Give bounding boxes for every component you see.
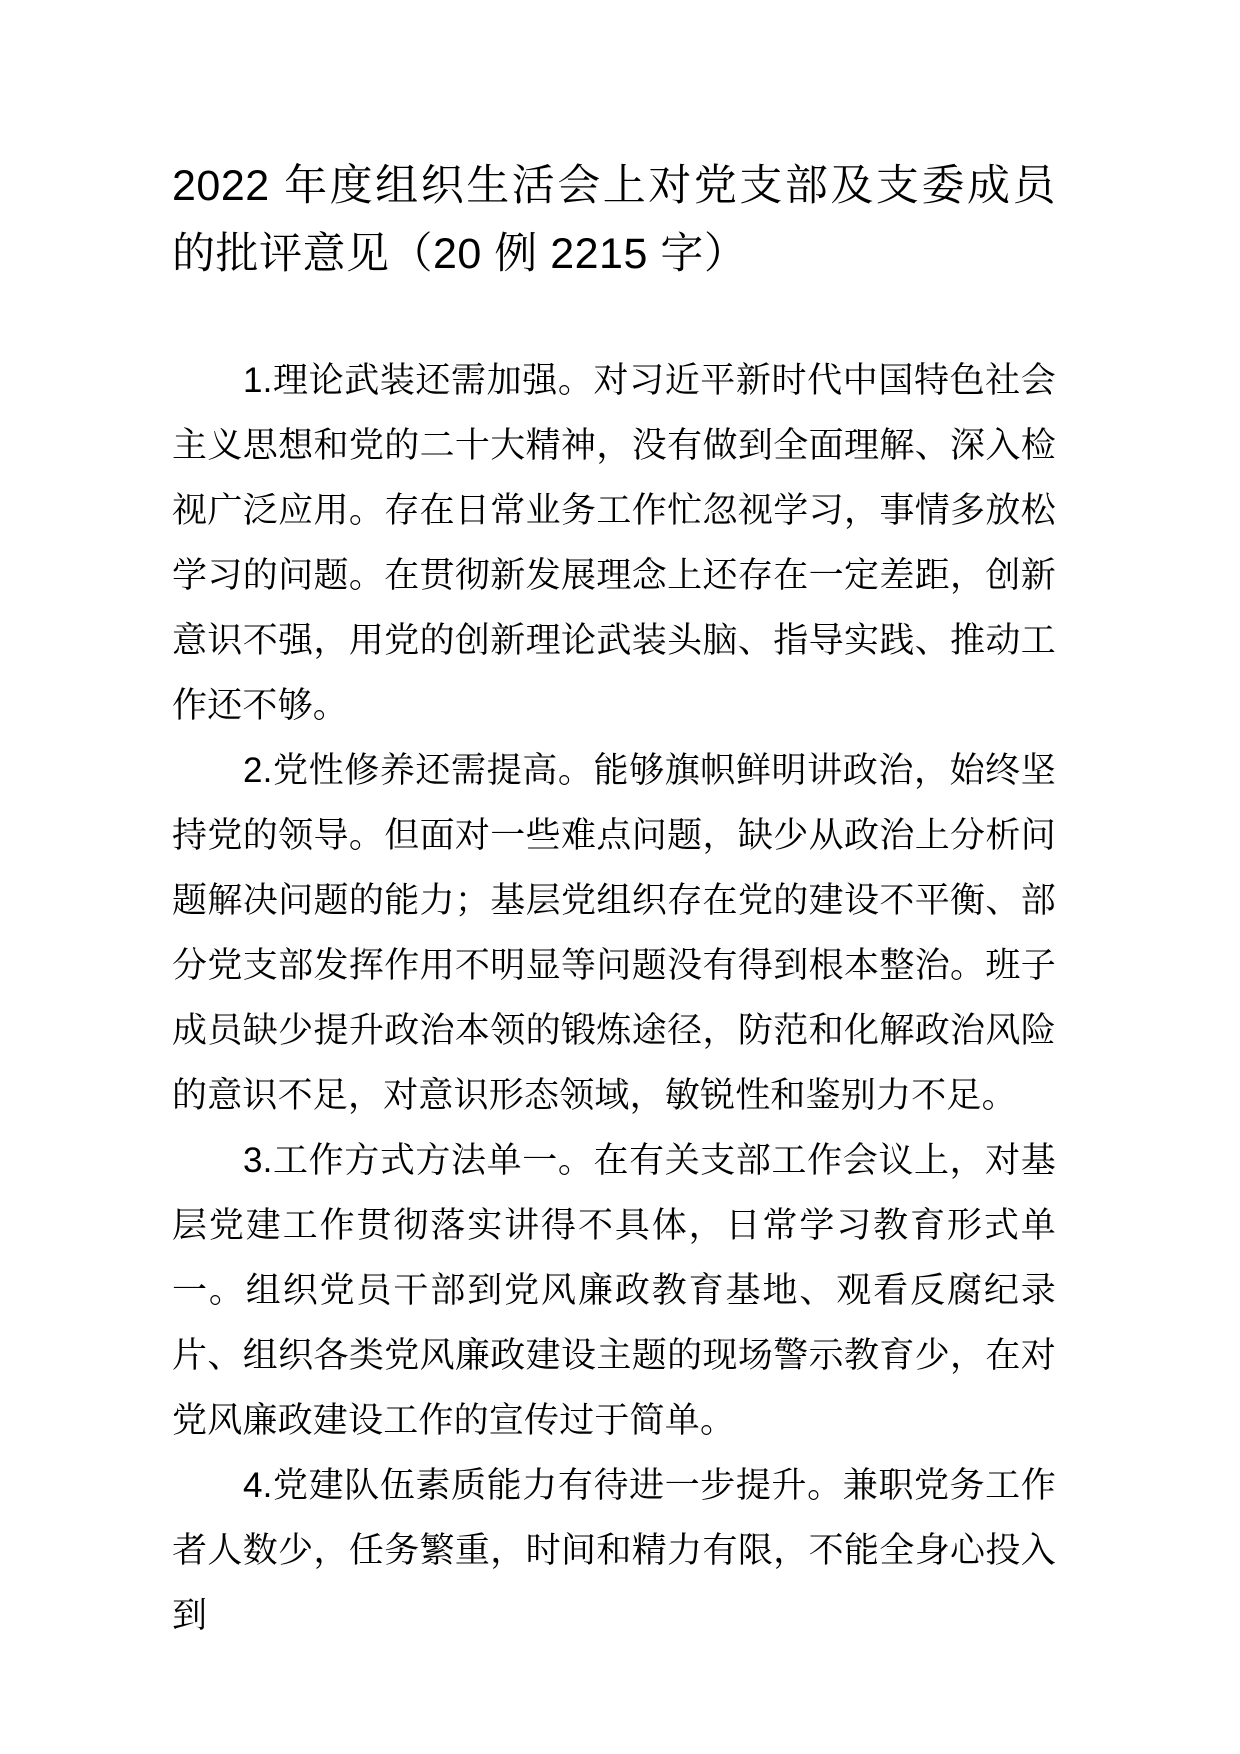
document-title: 2022 年度组织生活会上对党支部及支委成员的批评意见（20 例 2215 字） xyxy=(172,162,1056,278)
document-body xyxy=(172,348,1056,1648)
paragraph-4: 4.党建队伍素质能力有待进一步提升。兼职党务工作者人数少，任务繁重，时间和精力有限，不能全身心投入到 xyxy=(172,1466,1056,1635)
paragraph-2: 2.党性修养还需提高。能够旗帜鲜明讲政治，始终坚持党的领导。但面对一些难点问题，缺少从政治上分析问题解决问题的能力；基层党组织存在党的建设不平衡、部分党支部发挥作用不明显等问题没有得到根本整治。班子成员缺少提升政治本领的锻炼途径，防范和化解政治风险的意识不足，对意识形态领域，敏锐性和鉴别力不足。 xyxy=(172,751,1056,1115)
paragraph-3: 3.工作方式方法单一。在有关支部工作会议上，对基层党建工作贯彻落实讲得不具体，日常学习教育形式单一。组织党员干部到党风廉政教育基地、观看反腐纪录片、组织各类党风廉政建设主题的现场警示教育少，在对党风廉政建设工作的宣传过于简单。 xyxy=(172,1141,1056,1440)
paragraph-1: 1.理论武装还需加强。对习近平新时代中国特色社会主义思想和党的二十大精神，没有做到全面理解、深入检视广泛应用。存在日常业务工作忙忽视学习，事情多放松学习的问题。在贯彻新发展理念上还存在一定差距，创新意识不强，用党的创新理论武装头脑、指导实践、推动工作还不够。 xyxy=(172,361,1056,725)
document-content xyxy=(172,0,1056,1648)
